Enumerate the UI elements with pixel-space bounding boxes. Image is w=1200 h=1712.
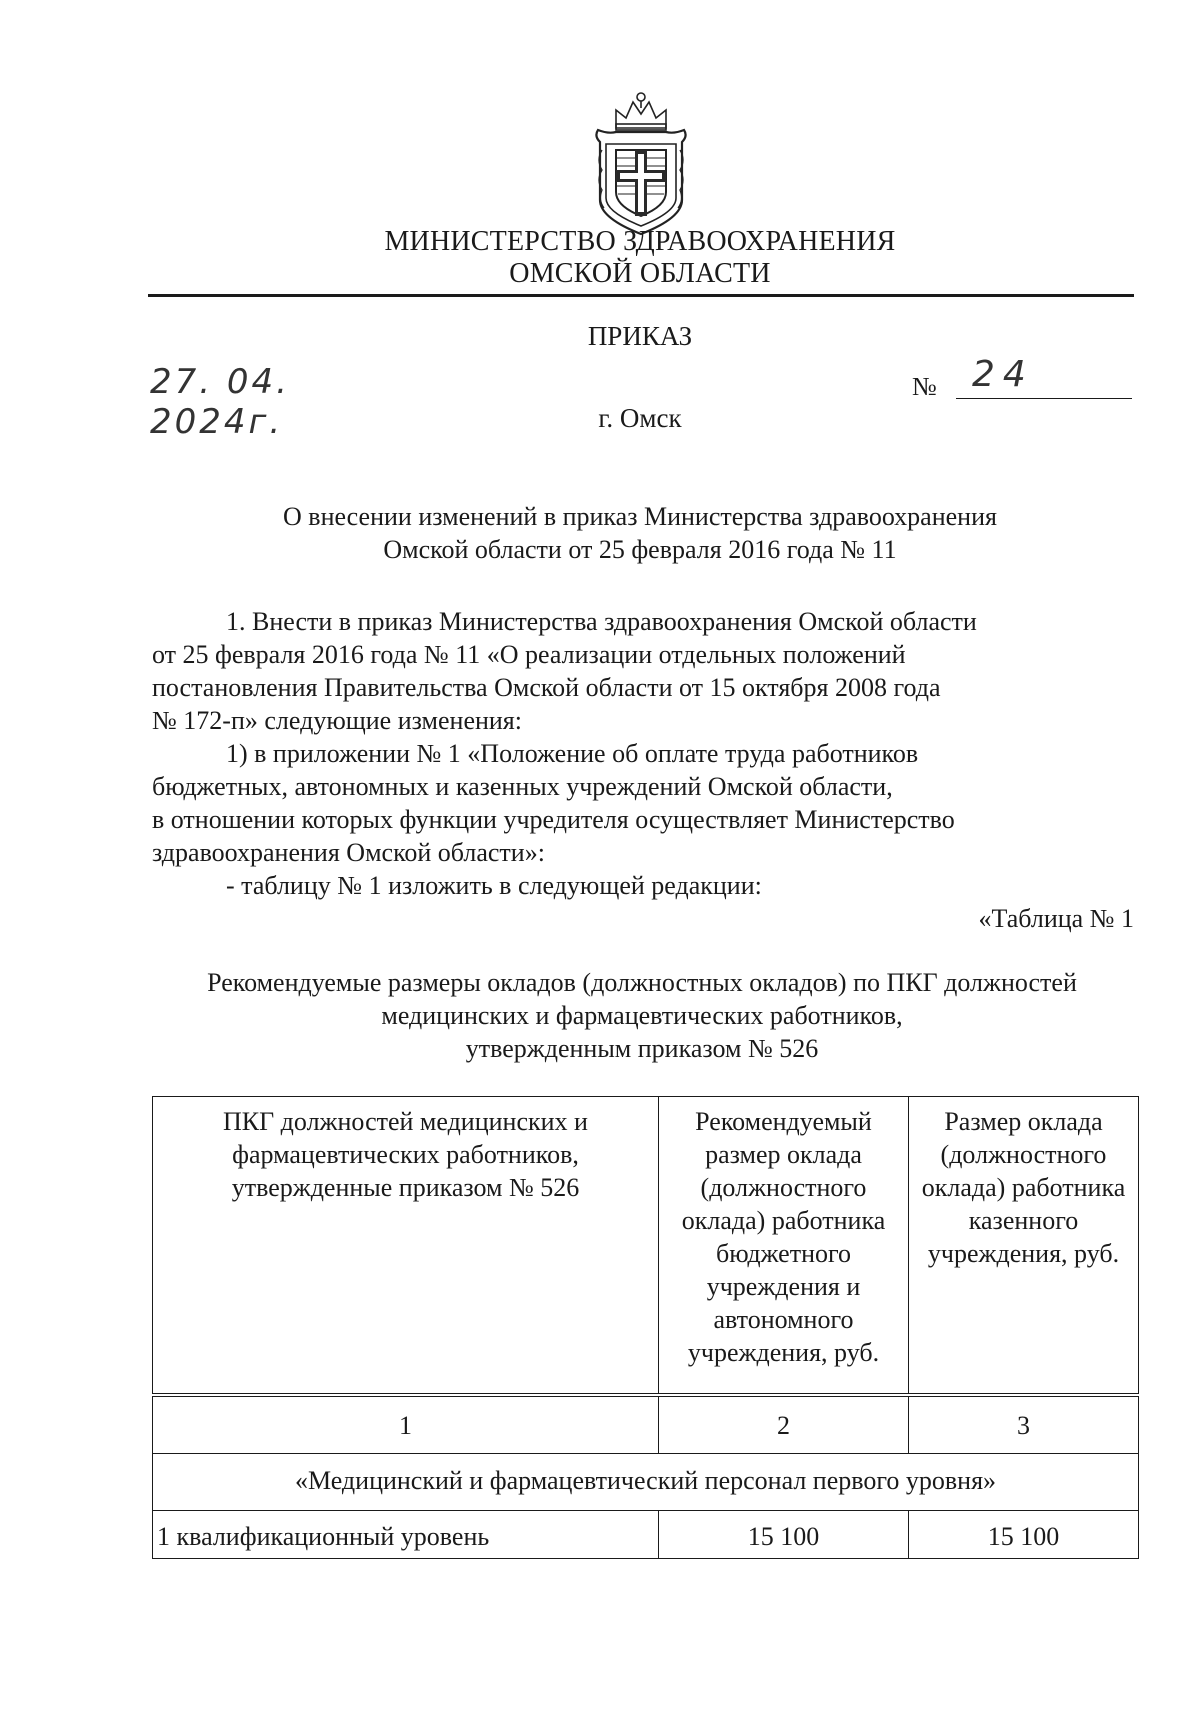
handwritten-number: 24	[972, 354, 1034, 395]
paragraph-2-line4: здравоохранения Омской области»:	[152, 838, 545, 867]
paragraph-2-line1: 1) в приложении № 1 «Положение об оплате труда работников	[226, 739, 919, 768]
city: г. Омск	[598, 403, 682, 433]
date-field	[150, 362, 410, 442]
number-label: №	[912, 372, 937, 401]
column-header: ПКГ должностей медицинских и фармацевтических работников, утвержденные приказом № 526	[153, 1097, 659, 1396]
table-title-line2: медицинских и фармацевтических работников,	[381, 1001, 903, 1030]
paragraph-1-line2: от 25 февраля 2016 года № 11 «О реализации отдельных положений	[152, 640, 906, 669]
column-header: Рекомендуемый размер оклада (должностного оклада) работника бюджетного учреждения и автономного учреждения, руб.	[659, 1097, 909, 1396]
column-number-row	[153, 1395, 1139, 1454]
budget-salary: 15 100	[659, 1511, 909, 1559]
paragraph-3: - таблицу № 1 изложить в следующей редакции:	[226, 871, 762, 900]
state-salary: 15 100	[909, 1511, 1139, 1559]
number-field	[956, 354, 1132, 399]
table-title-line3: утвержденным приказом № 526	[465, 1034, 819, 1063]
column-header: Размер оклада (должностного оклада) работника казенного учреждения, руб.	[909, 1097, 1139, 1396]
coat-of-arms-icon	[586, 88, 696, 238]
handwritten-date: 27. 04. 2024г.	[150, 362, 290, 442]
table-title-line1: Рекомендуемые размеры окладов (должностных окладов) по ПКГ должностей	[207, 968, 1077, 997]
table-header-row	[153, 1097, 1139, 1396]
table-label: «Таблица № 1	[978, 904, 1134, 933]
paragraph-1-line4: № 172-п» следующие изменения:	[152, 706, 522, 735]
column-number: 3	[909, 1395, 1139, 1454]
column-number: 1	[153, 1395, 659, 1454]
group-title: «Медицинский и фармацевтический персонал первого уровня»	[153, 1454, 1139, 1511]
header-divider	[148, 294, 1134, 297]
order-title-line2: Омской области от 25 февраля 2016 года № 11	[383, 535, 897, 564]
table-row	[153, 1511, 1139, 1559]
paragraph-1-line1: 1. Внести в приказ Министерства здравоохранения Омской области	[226, 607, 977, 636]
order-title-line1: О внесении изменений в приказ Министерства здравоохранения	[283, 502, 997, 531]
paragraph-1-line3: постановления Правительства Омской области от 15 октября 2008 года	[152, 673, 941, 702]
group-row	[153, 1454, 1139, 1511]
ministry-name-line2: ОМСКОЙ ОБЛАСТИ	[509, 258, 771, 289]
paragraph-2-line3: в отношении которых функции учредителя осуществляет Министерство	[152, 805, 955, 834]
paragraph-2-line2: бюджетных, автономных и казенных учреждений Омской области,	[152, 772, 893, 801]
ministry-name-line1: МИНИСТЕРСТВО ЗДРАВООХРАНЕНИЯ	[384, 226, 896, 257]
salary-table	[152, 1096, 1139, 1559]
column-number: 2	[659, 1395, 909, 1454]
qualification-level: 1 квалификационный уровень	[153, 1511, 659, 1559]
document-type: ПРИКАЗ	[587, 321, 693, 351]
